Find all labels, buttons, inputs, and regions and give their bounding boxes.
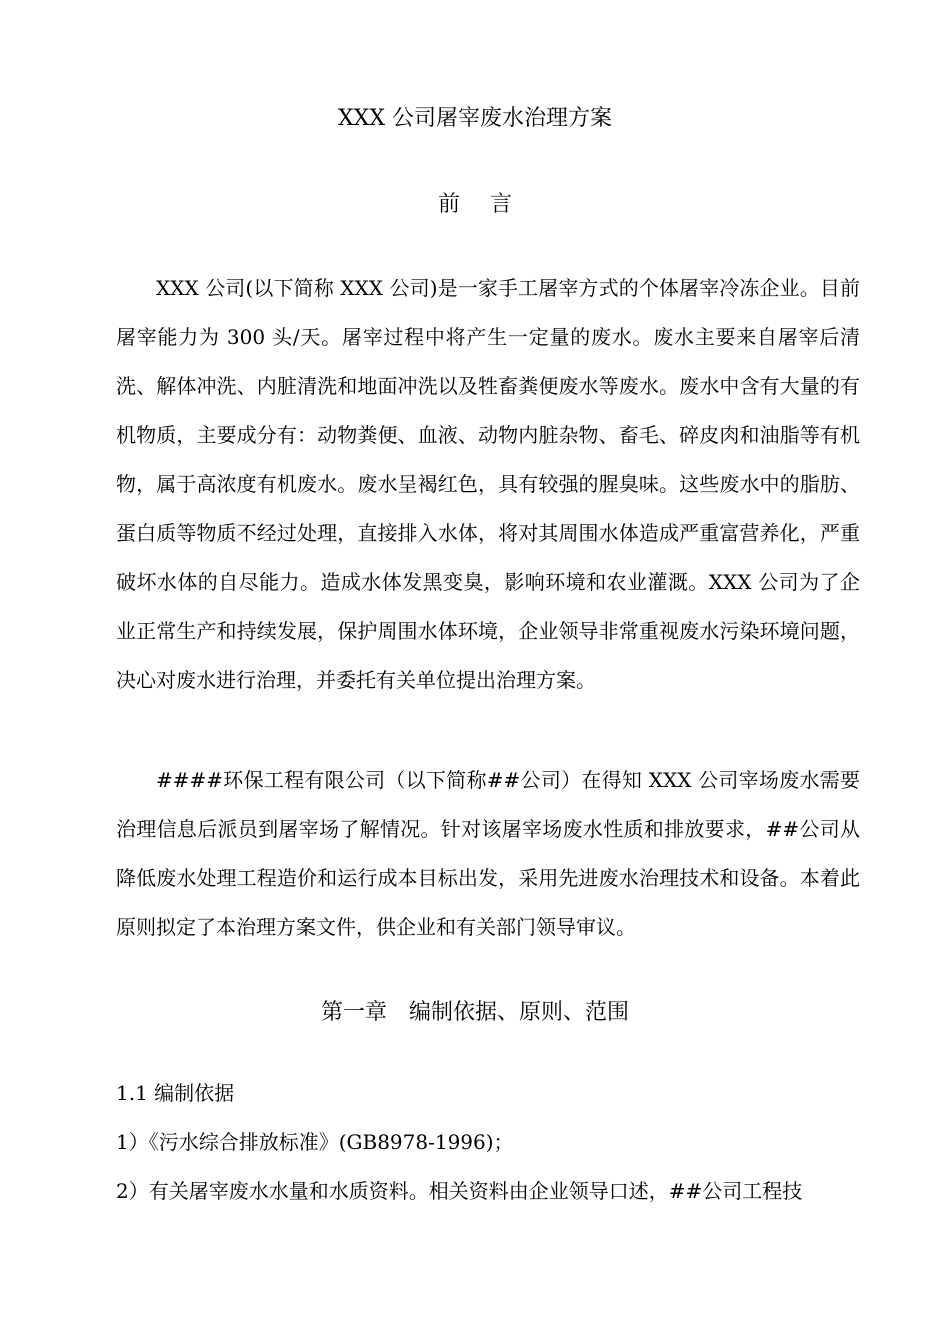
basis-item-1: 1）《污水综合排放标准》(GB8978-1996)； (116, 1130, 514, 1154)
preface-paragraph-2-container (116, 756, 860, 952)
section-1-1-heading: 1.1 编制依据 (116, 1081, 235, 1105)
preface-paragraph-1-container (116, 264, 860, 705)
preface-paragraph: XXX 公司(以下简称 XXX 公司)是一家手工屠宰方式的个体屠宰冷冻企业。目前屠宰能力为 300 头/天。屠宰过程中将产生一定量的废水。废水主要来自屠宰后清洗、解体冲洗、内脏清洗和地面冲洗以及牲畜粪便废水等废水。废水中含有大量的有机物质，主要成分有：动物粪便、血液、动物内脏杂物、畜毛、碎皮肉和油脂等有机物，属于高浓度有机废水。废水呈褐红色，具有较强的腥臭味。这些废水中的脂肪、蛋白质等物质不经过处理，直接排入水体，将对其周围水体造成严重富营养化，严重破坏水体的自尽能力。造成水体发黑变臭，影响环境和农业灌溉。XXX 公司为了企业正常生产和持续发展，保护周围水体环境，企业领导非常重视废水污染环境问题，决心对废水进行治理，并委托有关单位提出治理方案。 (116, 276, 860, 692)
basis-item-2: 2）有关屠宰废水水量和水质资料。相关资料由企业领导口述，##公司工程技 (116, 1179, 803, 1203)
preface-heading: 前言 (437, 192, 542, 217)
document-title: XXX 公司屠宰废水治理方案 (338, 106, 612, 131)
preface-paragraph: ####环保工程有限公司（以下简称##公司）在得知 XXX 公司宰场废水需要治理信息后派员到屠宰场了解情况。针对该屠宰场废水性质和排放要求，##公司从降低废水处理工程造价和运行成本目标出发，采用先进废水治理技术和设备。本着此原则拟定了本治理方案文件，供企业和有关部门领导审议。 (116, 768, 860, 939)
chapter-1-heading: 第一章 编制依据、原则、范围 (320, 1000, 629, 1025)
